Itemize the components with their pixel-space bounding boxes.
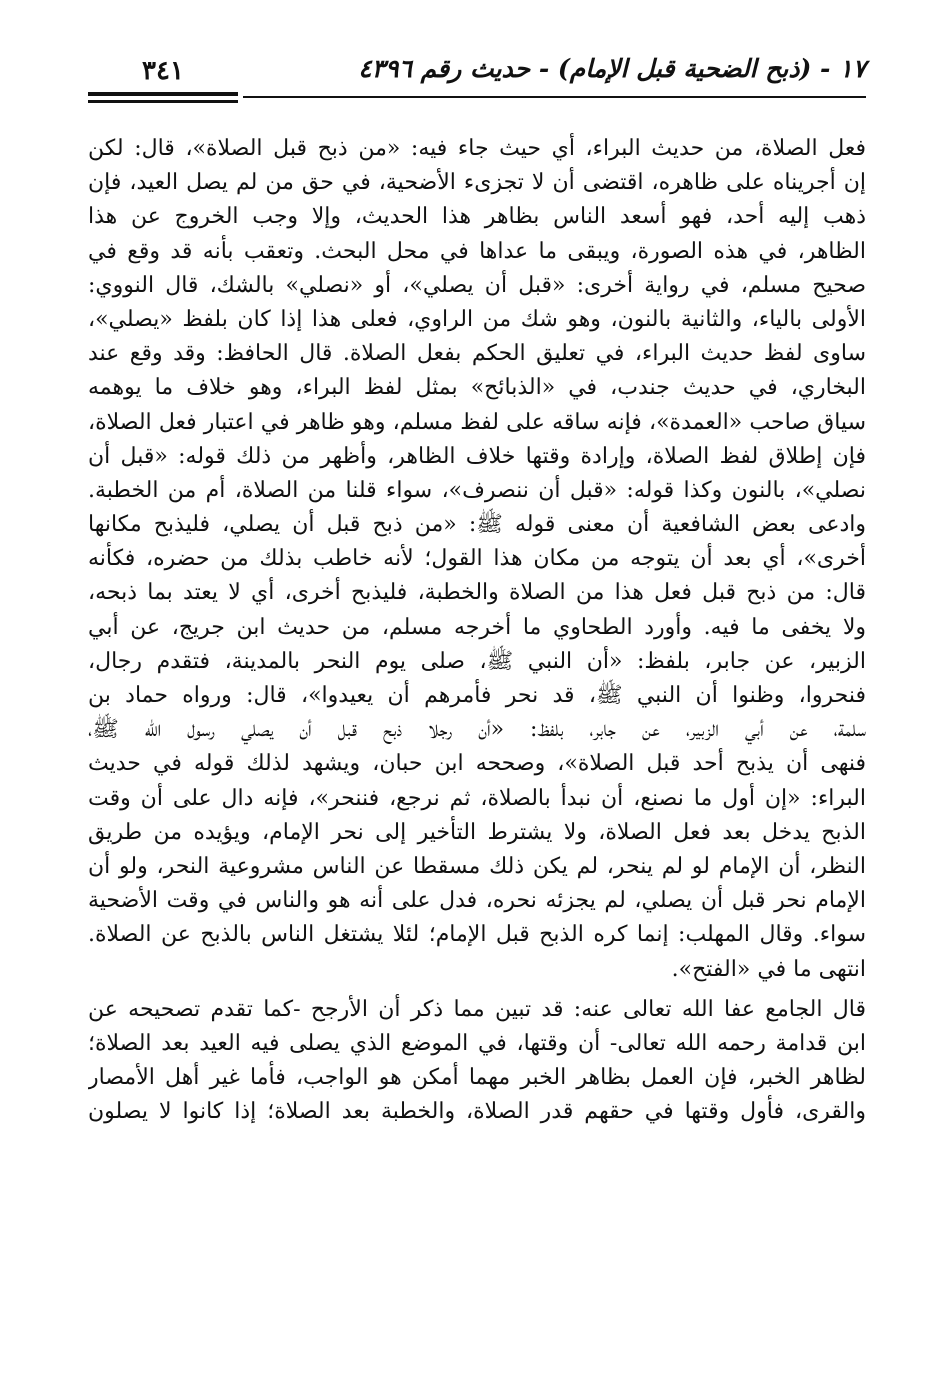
header-rule-thick-bottom: [88, 100, 238, 103]
text-line: لظاهر الخبر، فإن العمل بظاهر الخبر مهما أمكن هو الواجب، فأما غير أهل الأمصار: [88, 1065, 866, 1091]
text-line: قال: من ذبح قبل فعل هذا من الصلاة والخطبة، فليذبح أخرى، أي لا يعتد بما ذبحه،: [88, 580, 866, 606]
text-line: سلمة، عن أبي الزبير، عن جابر، بلفظ: «أن رجلا ذبح قبل أن يصلي رسول الله ﷺ،: [88, 717, 866, 743]
text-line: فنهى أن يذبح أحد قبل الصلاة»، وصححه ابن حبان، ويشهد لذلك قوله في حديث: [88, 751, 866, 777]
header-rule-thin: [243, 96, 866, 98]
text-line: فإن إطلاق لفظ الصلاة، وإرادة وقتها خلاف الظاهر، وأظهر من ذلك قوله: «قبل أن: [88, 443, 866, 469]
page-number: ٣٤١: [142, 56, 184, 86]
text-line: ابن قدامة رحمه الله تعالى- أن وقتها، في الموضع الذي يصلى فيه العيد بعد الصلاة؛: [88, 1030, 866, 1056]
text-line-paragraph-end: انتهى ما في «الفتح».: [671, 956, 866, 982]
text-line: فنحروا، وظنوا أن النبي ﷺ، قد نحر فأمرهم أن يعيدوا»، قال: ورواه حماد بن: [88, 683, 866, 708]
text-line: النظر، أن الإمام لو لم ينحر، لم يكن ذلك مسقطا عن الناس مشروعية النحر، ولو أن: [88, 853, 866, 879]
text-line: ذهب إليه أحد، فهو أسعد الناس بظاهر هذا الحديث، وإلا وجب الخروج عن هذا: [88, 204, 866, 230]
header-rule-thick-top: [88, 92, 238, 96]
body-text: [88, 132, 866, 1129]
text-line: إن أجريناه على ظاهره، اقتضى أن لا تجزىء الأضحية، في حق من لم يصل العيد، فإن: [88, 170, 866, 196]
text-line: الظاهر، في هذه الصورة، ويبقى ما عداها في محل البحث. وتعقب بأنه قد وقع في: [88, 238, 866, 264]
text-line: ولا يخفى ما فيه. وأورد الطحاوي ما أخرجه مسلم، من حديث ابن جريج، عن أبي: [88, 614, 866, 640]
text-line-compiler-note: قال الجامع عفا الله تعالى عنه: قد تبين مما ذكر أن الأرجح -كما تقدم تصحيحه عن: [88, 996, 866, 1022]
text-line: سياق صاحب «العمدة»، فإنه ساقه على لفظ مسلم، وهو ظاهر في اعتبار فعل الصلاة،: [88, 409, 866, 435]
text-line: الزبير، عن جابر، بلفظ: «أن النبي ﷺ، صلى يوم النحر بالمدينة، فتقدم رجال،: [88, 648, 866, 674]
text-line: سواء. وقال المهلب: إنما كره الذبح قبل الإمام؛ لئلا يشتغل الناس بالذبح عن الصلاة.: [88, 922, 866, 948]
text-line: الذبح يدخل بعد فعل الصلاة، ولا يشترط التأخير إلى نحر الإمام، ويؤيده من طريق: [88, 819, 866, 845]
text-line: والقرى، فأول وقتها في حقهم قدر الصلاة، والخطبة بعد الصلاة؛ إذا كانوا لا يصلون: [88, 1099, 866, 1125]
text-line: البخاري، في حديث جندب، في «الذبائح» بمثل لفظ البراء، وهو خلاف ما يوهمه: [88, 375, 866, 401]
text-line: أخرى»، أي بعد أن يتوجه من مكان هذا القول؛ لأنه خاطب بذلك من حضره، فكأنه: [88, 546, 866, 572]
running-title: ١٧ - (ذبح الضحية قبل الإمام) - حديث رقم ٤٣٩٦: [358, 54, 866, 83]
text-line: الإمام نحر قبل أن يصلي، لم يجزئه نحره، فدل على أنه هو والناس في وقت الأضحية: [88, 888, 866, 914]
text-line: صحيح مسلم، في رواية أخرى: «قبل أن يصلي»، أو «نصلي» بالشك، قال النووي:: [88, 272, 866, 298]
text-line: فعل الصلاة، من حديث البراء، أي حيث جاء فيه: «من ذبح قبل الصلاة»، قال: لكن: [88, 136, 866, 161]
text-line: البراء: «إن أول ما نصنع، أن نبدأ بالصلاة، ثم نرجع، فننحر»، فإنه دال على أن وقت: [88, 785, 866, 811]
page-header: [88, 52, 866, 108]
text-line: ساوى لفظ حديث البراء، في تعليق الحكم بفعل الصلاة. قال الحافظ: وقد وقع عند: [88, 341, 866, 367]
text-line: الأولى بالياء، والثانية بالنون، وهو شك من الراوي، فعلى هذا إذا كان بلفظ «يصلي»،: [88, 306, 866, 332]
text-line: وادعى بعض الشافعية أن معنى قوله ﷺ: «من ذبح قبل أن يصلي، فليذبح مكانها: [88, 512, 866, 538]
text-line: نصلي»، بالنون وكذا قوله: «قبل أن ننصرف»، سواء قلنا من الصلاة، أم من الخطبة.: [88, 477, 866, 503]
